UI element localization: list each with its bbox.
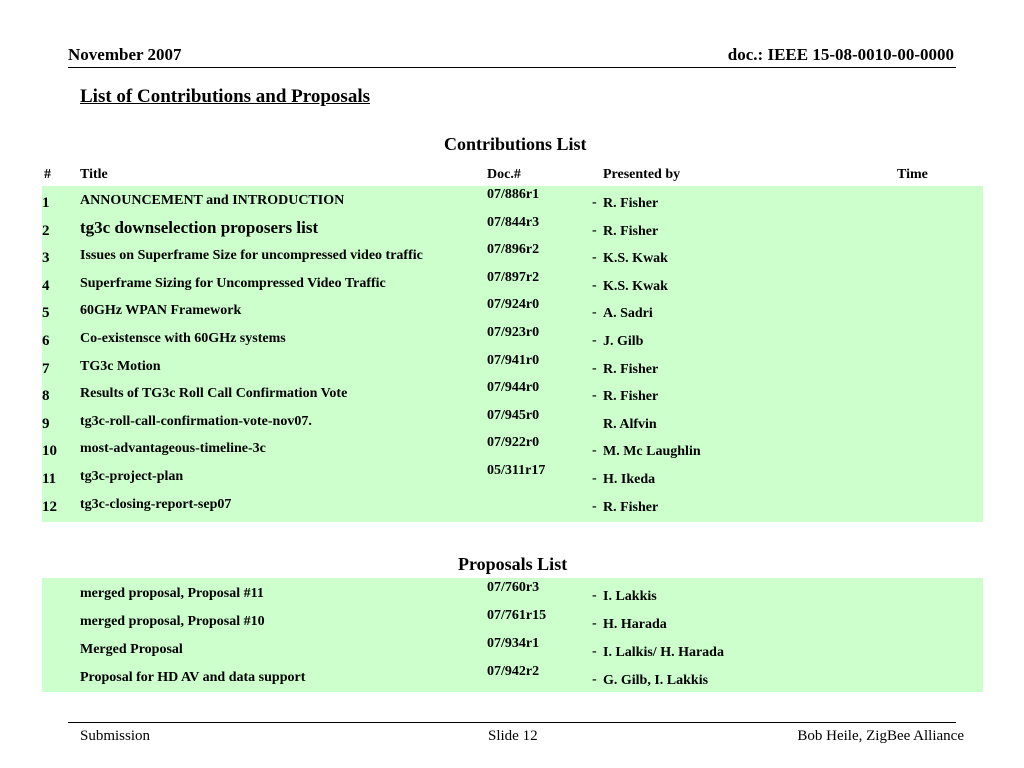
row-presenter: A. Sadri [603, 306, 653, 322]
row-dash: - [592, 360, 597, 376]
row-presenter: H. Ikeda [603, 472, 656, 487]
row-doc-number: 07/923r0 [487, 325, 540, 340]
row-doc-number: 07/945r0 [487, 407, 540, 423]
row-doc-number: 07/924r0 [487, 297, 540, 313]
row-doc-number: 07/760r3 [487, 580, 540, 595]
row-number: 6 [42, 333, 50, 349]
contributions-list-title: Contributions List [444, 134, 587, 154]
header-date: November 2007 [68, 45, 182, 64]
row-number: 7 [42, 360, 50, 377]
row-doc-number: 07/896r2 [487, 242, 540, 258]
column-header-number: # [44, 167, 51, 182]
table-row [0, 580, 1024, 608]
footer-slide-number: Slide 12 [488, 728, 538, 744]
header-rule [68, 67, 956, 68]
footer-rule [68, 722, 956, 723]
row-presenter: K.S. Kwak [603, 278, 668, 294]
row-title: tg3c-roll-call-confirmation-vote-nov07. [80, 413, 312, 429]
row-number: 11 [42, 471, 57, 487]
row-presenter: R. Fisher [603, 223, 659, 239]
row-dash: - [592, 305, 597, 321]
row-dash: - [592, 616, 597, 631]
row-number: 9 [42, 415, 50, 432]
row-presenter: M. Mc Laughlin [603, 444, 701, 460]
table-row [0, 270, 1024, 298]
table-row [0, 463, 1024, 491]
row-dash: - [592, 250, 597, 266]
row-number: 5 [42, 305, 50, 322]
table-row [0, 325, 1024, 353]
row-doc-number: 07/897r2 [487, 269, 540, 285]
row-presenter: I. Lakkis [603, 589, 657, 604]
row-number: 3 [42, 250, 50, 267]
proposals-list-title: Proposals List [458, 554, 568, 574]
row-number: 8 [42, 388, 50, 405]
row-title: Issues on Superframe Size for uncompressed video traffic [80, 248, 423, 264]
row-presenter: R. Fisher [603, 361, 659, 377]
row-presenter: R. Fisher [603, 196, 659, 211]
row-title: TG3c Motion [80, 358, 161, 374]
row-title: ANNOUNCEMENT and INTRODUCTION [80, 193, 345, 208]
row-dash: - [592, 471, 597, 486]
row-title: Proposal for HD AV and data support [80, 670, 306, 685]
row-presenter: H. Harada [603, 617, 667, 632]
table-row [0, 297, 1024, 325]
row-doc-number: 07/844r3 [487, 214, 540, 230]
row-title: tg3c-project-plan [80, 469, 184, 484]
row-dash: - [592, 277, 597, 293]
table-row [0, 242, 1024, 270]
column-header-doc: Doc.# [487, 167, 521, 182]
row-presenter: R. Fisher [603, 499, 659, 515]
row-title: most-advantageous-timeline-3c [80, 441, 266, 457]
row-dash: - [592, 443, 597, 459]
row-number: 4 [42, 277, 50, 294]
row-title: Results of TG3c Roll Call Confirmation Vote [80, 386, 348, 402]
table-row [0, 187, 1024, 215]
table-row [0, 608, 1024, 636]
row-presenter: K.S. Kwak [603, 251, 668, 267]
header-doc-number: doc.: IEEE 15-08-0010-00-0000 [727, 45, 954, 64]
row-doc-number: 07/944r0 [487, 380, 540, 396]
footer-submission: Submission [80, 728, 151, 744]
row-presenter: G. Gilb, I. Lakkis [603, 673, 709, 688]
row-number: 2 [42, 222, 50, 239]
row-dash: - [592, 388, 597, 404]
table-row [0, 435, 1024, 463]
row-title: 60GHz WPAN Framework [80, 303, 242, 319]
row-presenter: I. Lalkis/ H. Harada [603, 645, 724, 660]
row-doc-number: 07/886r1 [487, 187, 540, 202]
footer-author: Bob Heile, ZigBee Alliance [797, 728, 964, 744]
row-doc-number: 07/922r0 [487, 435, 540, 451]
table-row [0, 491, 1024, 519]
table-row [0, 380, 1024, 408]
row-dash: - [592, 498, 597, 514]
row-doc-number: 07/942r2 [487, 664, 540, 679]
row-dash: - [592, 222, 597, 238]
row-dash: - [592, 672, 597, 687]
row-presenter: R. Fisher [603, 389, 659, 405]
row-number: 1 [42, 195, 50, 211]
row-doc-number: 05/311r17 [487, 463, 546, 478]
row-title: Merged Proposal [80, 642, 183, 657]
row-presenter: J. Gilb [603, 334, 644, 349]
row-title: Co-existensce with 60GHz systems [80, 331, 286, 346]
row-title: merged proposal, Proposal #11 [80, 586, 264, 601]
row-title: tg3c downselection proposers list [80, 217, 319, 237]
row-doc-number: 07/934r1 [487, 636, 540, 651]
column-header-presenter: Presented by [603, 167, 681, 182]
column-header-time: Time [897, 167, 928, 182]
row-title: merged proposal, Proposal #10 [80, 614, 265, 629]
row-doc-number: 07/761r15 [487, 608, 547, 623]
row-dash: - [592, 644, 597, 659]
table-row [0, 636, 1024, 664]
table-row [0, 215, 1024, 243]
table-row [0, 664, 1024, 692]
row-doc-number: 07/941r0 [487, 352, 540, 368]
table-row [0, 353, 1024, 381]
row-dash: - [592, 333, 597, 348]
row-title: tg3c-closing-report-sep07 [80, 496, 232, 512]
row-presenter: R. Alfvin [603, 416, 657, 432]
row-number: 10 [42, 443, 57, 460]
row-title: Superframe Sizing for Uncompressed Video Traffic [80, 275, 386, 291]
column-header-title: Title [80, 167, 108, 182]
row-dash: - [592, 588, 597, 603]
row-number: 12 [42, 498, 57, 515]
table-row [0, 408, 1024, 436]
slide-title: List of Contributions and Proposals [80, 86, 370, 107]
row-dash: - [592, 195, 597, 210]
